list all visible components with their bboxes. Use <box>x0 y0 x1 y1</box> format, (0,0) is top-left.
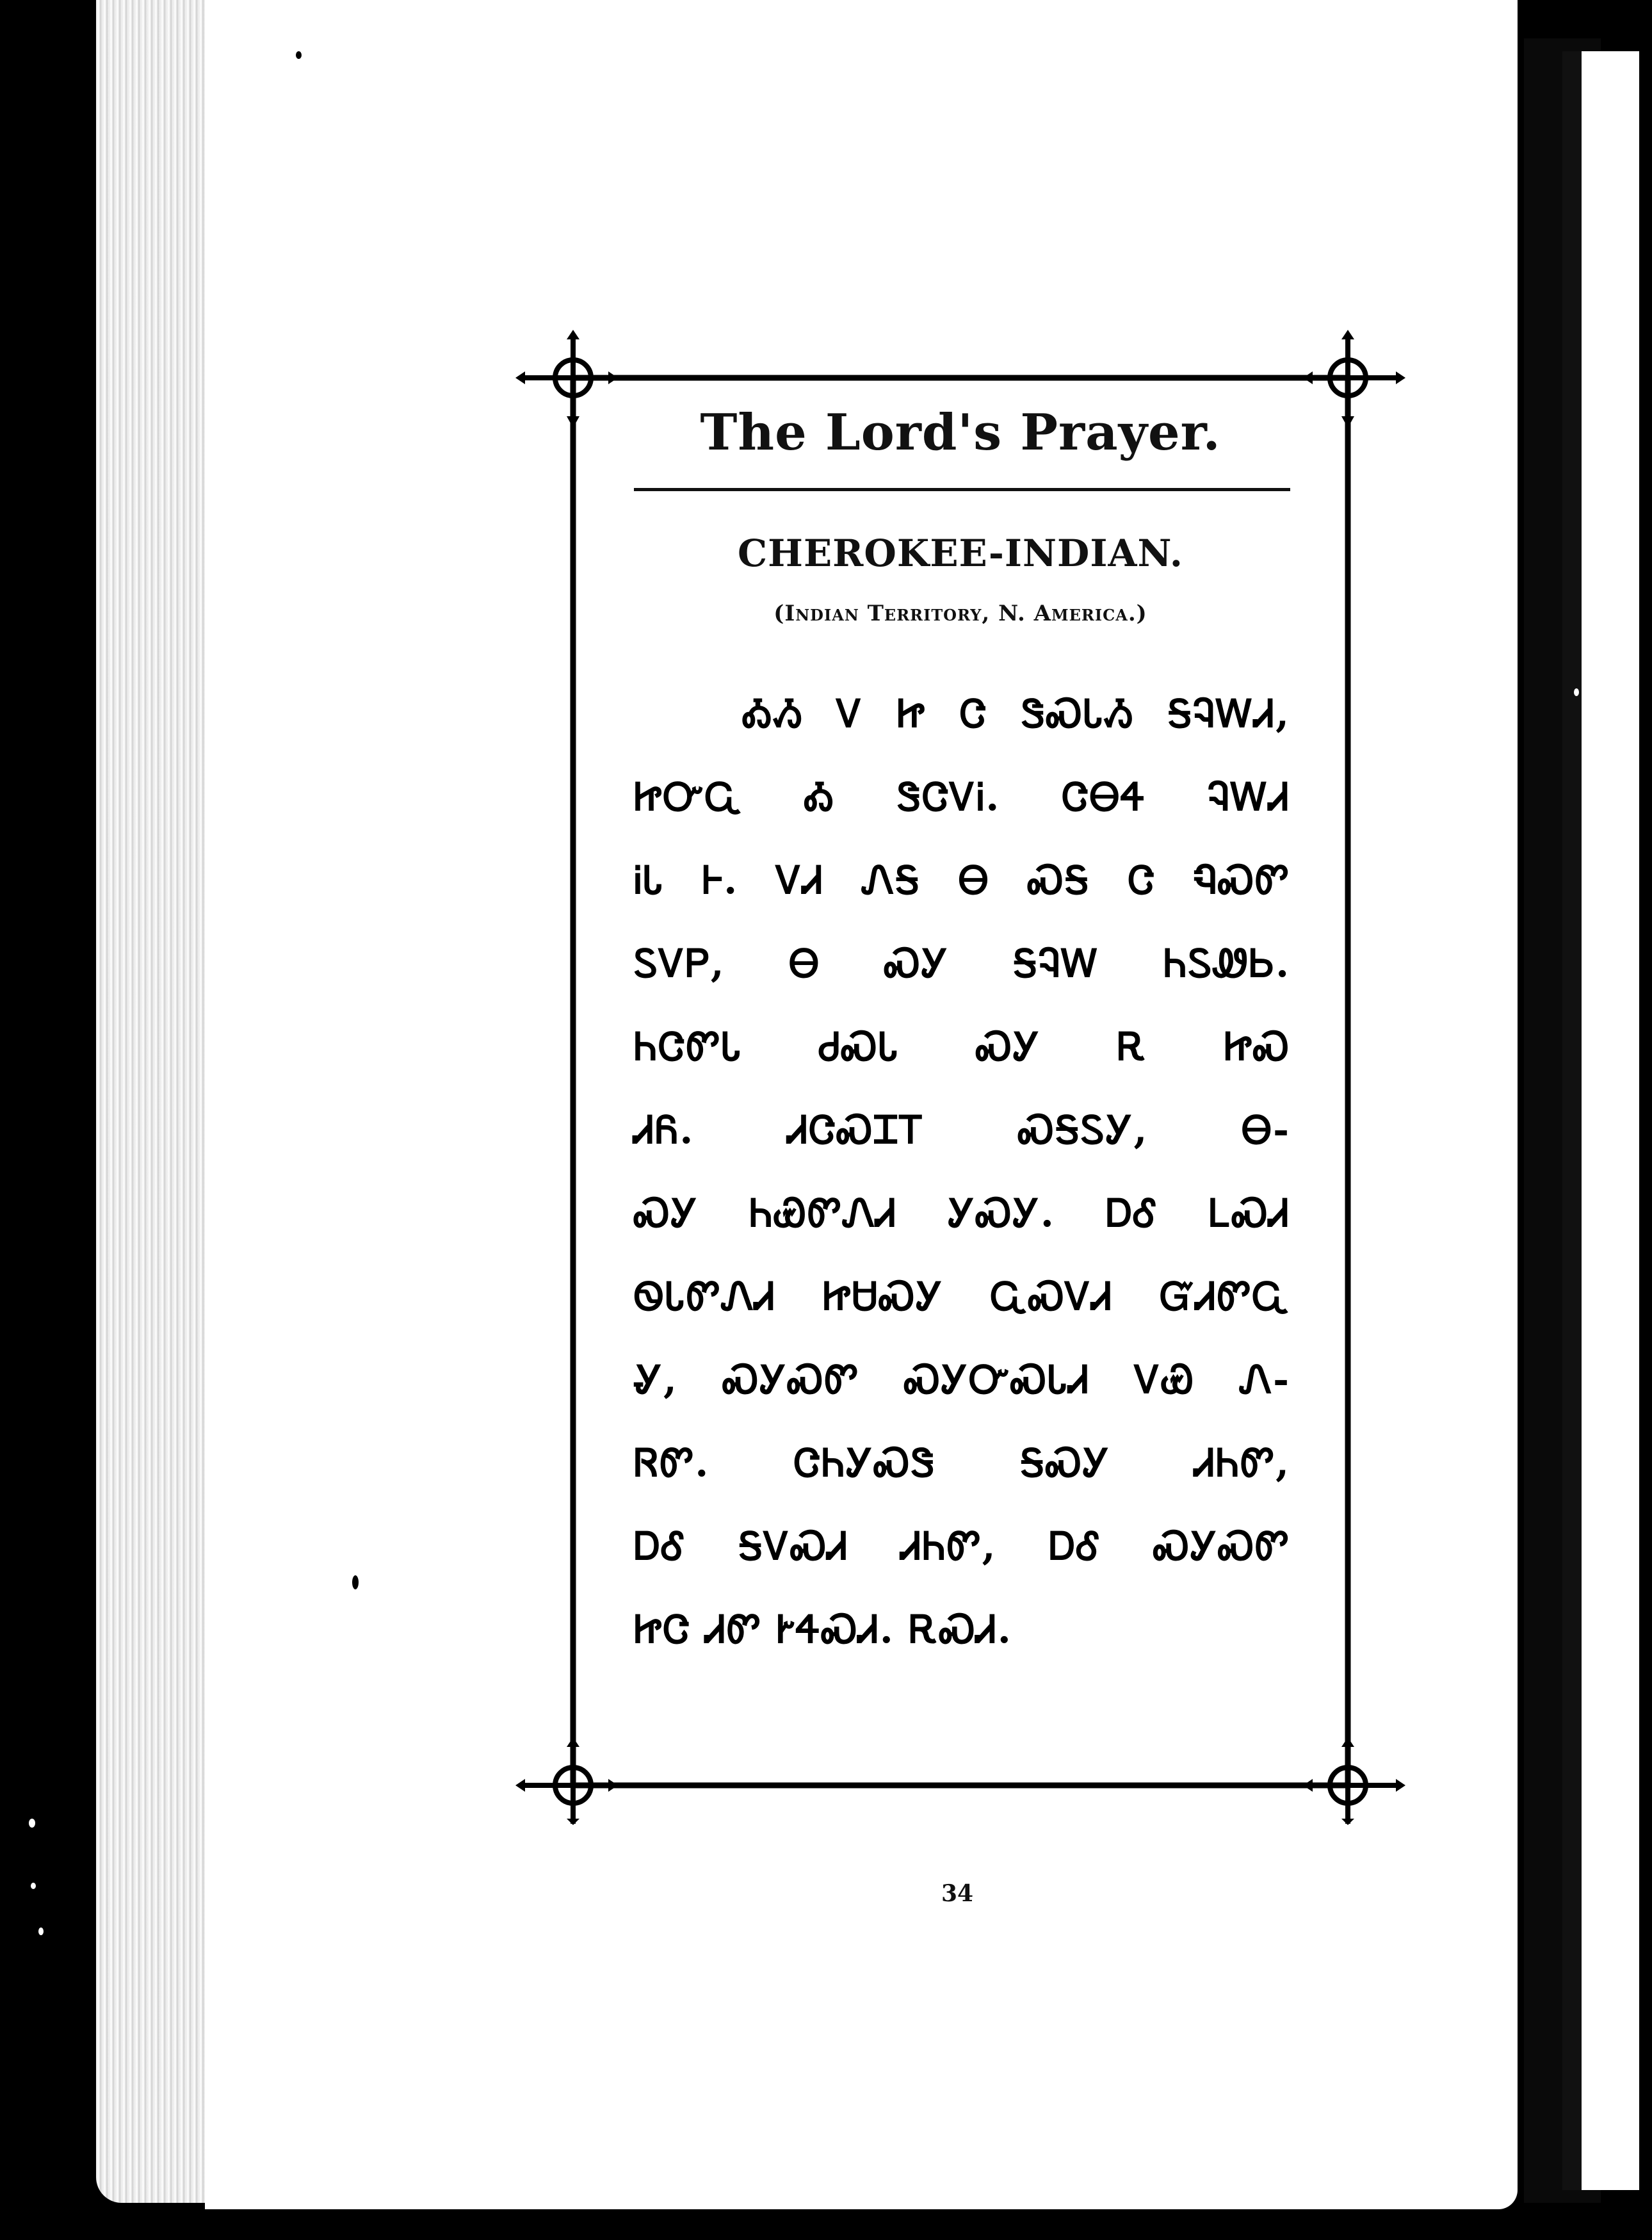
prayer-line: ᎥᏓ Ꮀ. ᏙᏗ ᏁᎦ Ꮎ ᏍᎦ Ꮳ ᏄᏍᏛ <box>634 858 1290 903</box>
corner-ornament-top-right <box>1303 330 1405 428</box>
prayer-line: ᏗᏲ. ᏗᏣᏍᏆᎢ ᏍᎦᏚᎩ, Ꮎ- <box>634 1108 1290 1153</box>
page-number: 34 <box>941 1880 974 1907</box>
title-divider <box>634 488 1290 491</box>
corner-ornament-bottom-left <box>515 1737 618 1825</box>
scan-speck <box>29 1819 35 1828</box>
page-gutter-shadow <box>1562 51 1582 2190</box>
scan-speck <box>1574 688 1579 696</box>
corner-ornament-bottom-right <box>1303 1737 1405 1825</box>
prayer-line: ᏚᏙᏢ, Ꮎ ᏍᎩ ᎦᎸᎳ ᏂᏚᏪᏏ. <box>634 941 1290 986</box>
scan-speck <box>31 1883 36 1889</box>
prayer-line: ᏒᏛ. ᏣᏂᎩᏍᏕ ᎦᏍᎩ ᏗᏂᏛ, <box>634 1441 1290 1486</box>
prayer-line: ᎣᏱ Ꮩ Ꮵ Ꮳ ᏕᏍᏓᏱ ᎦᎸᎳᏗ, <box>743 692 1290 736</box>
section-subheading: (Indian Territory, N. America.) <box>773 601 1147 626</box>
prayer-line: Ꮍ, ᏍᎩᏍᏛ ᏍᎩᏅᏍᏓᏗ ᏙᏯ Ꮑ- <box>634 1358 1290 1402</box>
prayer-line: ᏥᏅᏩ Ꭳ ᏕᏣᏙᎥ. ᏣᎾᏎ ᎸᎳᏗ <box>634 775 1290 820</box>
page-title: The Lord's Prayer. <box>700 403 1221 462</box>
prayer-line: ᏍᎩ ᏂᏯᏛᏁᏗ ᎩᏍᎩ. ᎠᎴ ᏞᏍᏗ <box>634 1191 1290 1236</box>
scan-speck <box>296 51 302 59</box>
prayer-line: ᏥᏣ ᏗᏛ ᎨᏎᏍᏗ. ᎡᏍᏗ. <box>634 1607 1012 1652</box>
scan-speck <box>352 1575 359 1589</box>
prayer-line: ᏂᏣᏛᏓ ᏧᏍᏓ ᏍᎩ Ꭱ ᏥᏍ <box>634 1025 1290 1069</box>
page-edges <box>96 0 211 2203</box>
scan-speck <box>38 1928 44 1935</box>
prayer-line: ᎠᎴ ᎦᏙᏍᏗ ᏗᏂᏛ, ᎠᎴ ᏍᎩᏍᏛ <box>634 1524 1290 1569</box>
section-heading: CHEROKEE-INDIAN. <box>738 532 1183 575</box>
corner-ornament-top-left <box>515 330 618 428</box>
prayer-line: ᏫᏓᏛᏁᏗ ᏥᏌᏍᎩ ᏩᏍᏙᏗ ᏳᏗᏛᏩ <box>634 1274 1290 1319</box>
prayer-text <box>634 692 1290 1691</box>
